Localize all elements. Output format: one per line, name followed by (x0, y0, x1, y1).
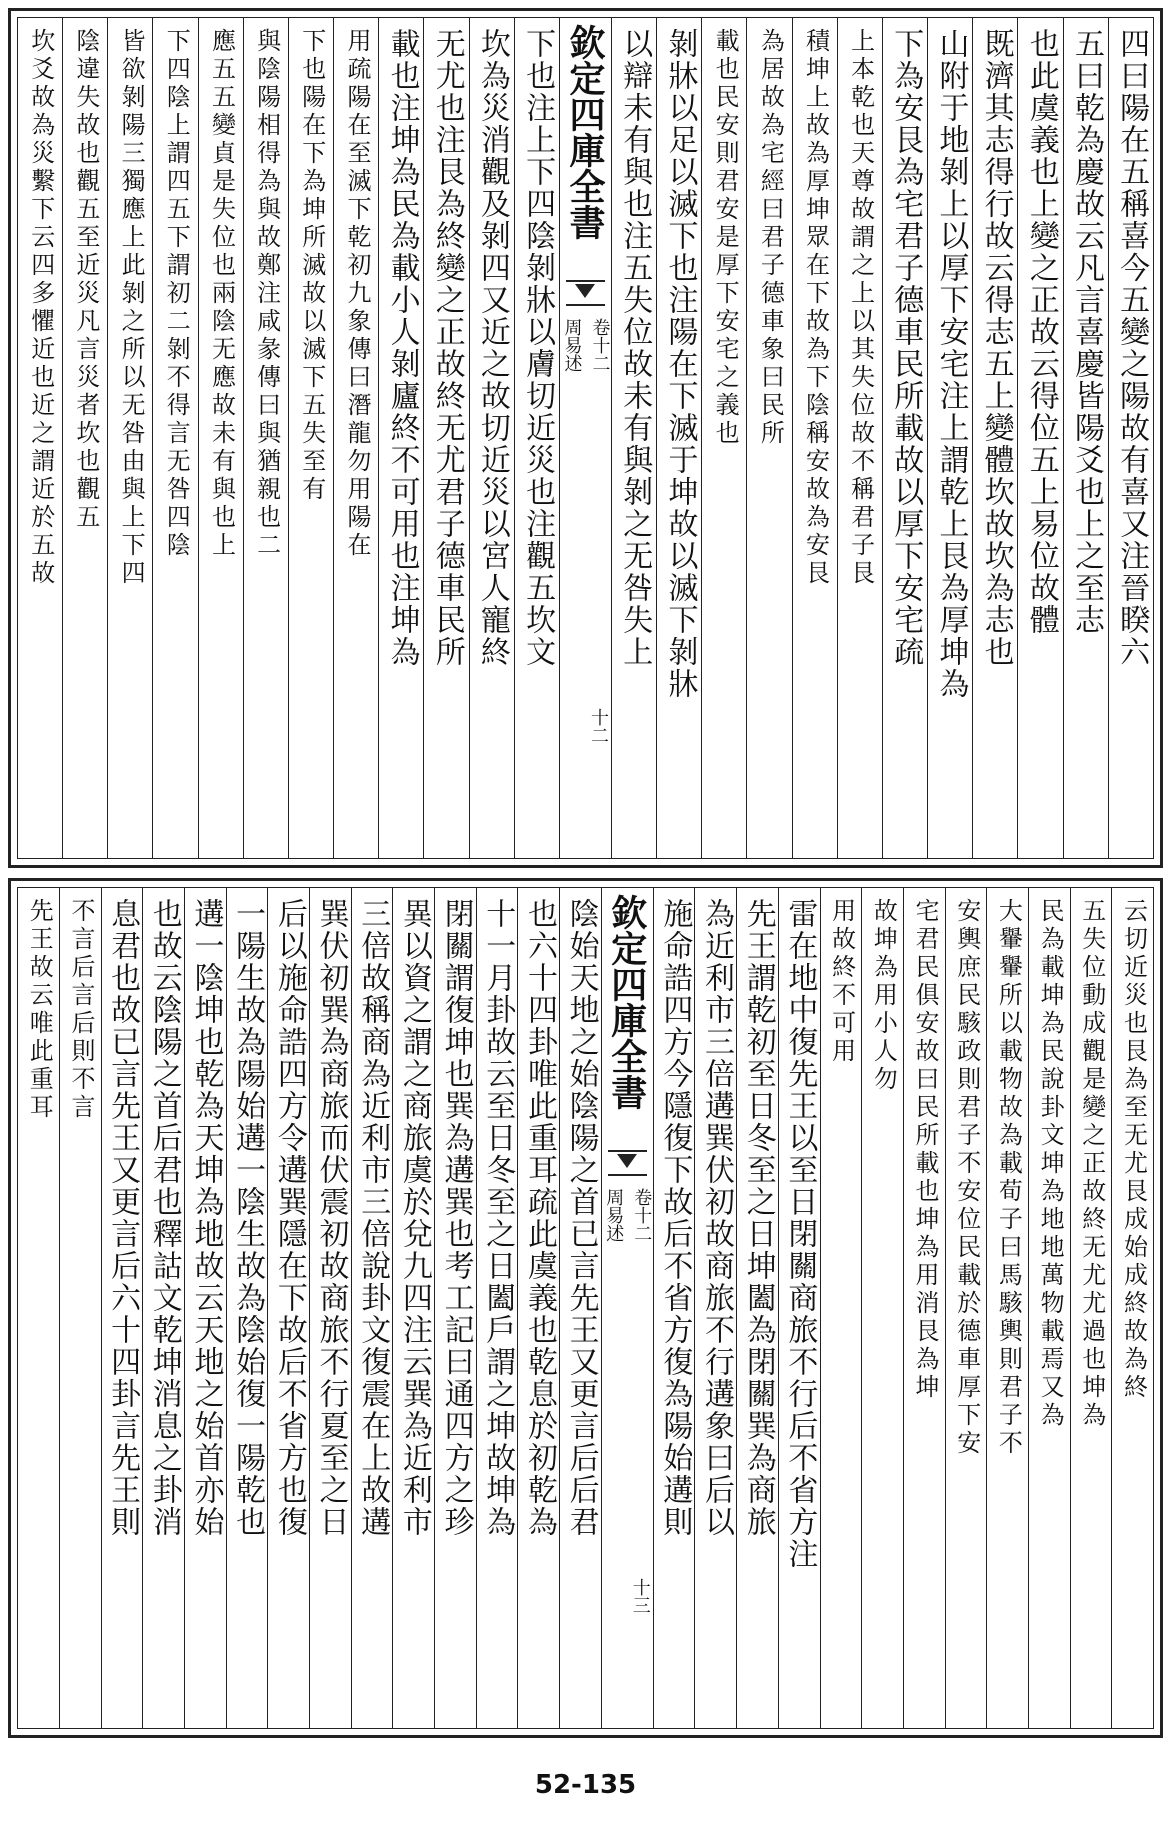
text-column: 故坤為用小人勿 (861, 888, 903, 1728)
text-column: 用故終不可用 (820, 888, 862, 1728)
text-column: 載也注坤為民為載小人剝廬終不可用也注坤為 (378, 18, 423, 858)
bottom-columns (18, 888, 1153, 1728)
text-column: 陰始天地之始陰陽之首已言先王又更言后后君 (559, 888, 601, 1728)
text-column: 載也民安則君安是厚下安宅之義也 (701, 18, 746, 858)
text-column: 也故云陰陽之首后君也釋詁文乾坤消息之卦消 (142, 888, 184, 1728)
text-column: 下也陽在下為坤所滅故以滅下五失至有 (288, 18, 333, 858)
text-column: 一陽生故為陽始遘一陰生故為陰始復一陽乾也 (226, 888, 268, 1728)
text-column: 為近利市三倍遘巽伏初故商旅不行遘象曰后以 (694, 888, 736, 1728)
text-column: 巽伏初巽為商旅而伏震初故商旅不行夏至之日 (309, 888, 351, 1728)
text-column: 民為載坤為民說卦文坤為地地萬物載焉又為 (1028, 888, 1070, 1728)
text-column: 下四陰上謂四五下謂初二剝不得言无咎四陰 (152, 18, 197, 858)
text-column: 安輿庶民駭政則君子不安位民載於德車厚下安 (945, 888, 987, 1728)
text-column: 以辯未有與也注五失位故未有與剝之无咎失上 (611, 18, 656, 858)
gutter-title: 欽定四庫全書 (605, 894, 648, 1110)
text-column: 四曰陽在五稱喜今五變之陽故有喜又注晉睽六 (1108, 18, 1153, 858)
text-column: 五失位動成觀是變之正故終无尤尤過也坤為 (1070, 888, 1112, 1728)
gutter-book-info (560, 318, 611, 372)
gutter-title: 欽定四庫全書 (563, 24, 606, 240)
page-number-footer: 52-135 (534, 1770, 637, 1800)
text-column: 云切近災也艮為至无尤艮成始成終故為終 (1111, 888, 1153, 1728)
text-column: 大轝轝所以載物故為載荀子曰馬駭輿則君子不 (986, 888, 1028, 1728)
gutter-book: 周易述 (603, 1188, 625, 1242)
text-column: 為居故為宅經曰君子德車象曰民所 (746, 18, 791, 858)
text-column: 剝牀以足以滅下也注陽在下滅于坤故以滅下剝牀 (656, 18, 701, 858)
gutter-page-number: 十二 (587, 708, 609, 744)
text-column: 五曰乾為慶故云凡言喜慶皆陽爻也上之至志 (1063, 18, 1108, 858)
top-page (8, 8, 1163, 868)
bottom-page (8, 878, 1163, 1738)
text-column: 遘一陰坤也乾為天坤為地故云天地之始首亦始 (184, 888, 226, 1728)
fish-tail-mark (608, 1150, 647, 1176)
gutter-book: 周易述 (561, 318, 583, 372)
text-column: 上本乾也天尊故謂之上以其失位故不稱君子艮 (837, 18, 882, 858)
text-column: 十一月卦故云至日冬至之日闔戶謂之坤故坤為 (476, 888, 518, 1728)
top-columns (18, 18, 1153, 858)
text-column: 不言后言后則不言 (59, 888, 101, 1728)
text-column: 先王謂乾初至日冬至之日坤闔為閉關巽為商旅 (736, 888, 778, 1728)
center-gutter (559, 18, 611, 858)
text-column: 下也注上下四陰剝牀以膚切近災也注觀五坎文 (514, 18, 559, 858)
text-column: 用疏陽在至滅下乾初九象傳曰潛龍勿用陽在 (333, 18, 378, 858)
text-column: 坎爻故為災繫下云四多懼近也近之謂近於五故 (26, 28, 55, 588)
text-column: 宅君民俱安故曰民所載也坤為用消艮為坤 (903, 888, 945, 1728)
gutter-volume: 卷十二 (631, 1188, 653, 1242)
gutter-page-number: 十三 (629, 1578, 651, 1614)
text-column: 息君也故已言先王又更言后六十四卦言先王則 (101, 888, 143, 1728)
text-column: 后以施命誥四方令遘巽隱在下故后不省方也復 (267, 888, 309, 1728)
text-column: 也六十四卦唯此重耳疏此虞義也乾息於初乾為 (517, 888, 559, 1728)
text-column: 與陰陽相得為與故鄭注咸彖傳曰與猶親也二 (243, 18, 288, 858)
text-column: 先王故云唯此重耳 (25, 898, 54, 1122)
text-column: 積坤上故為厚坤眾在下故為下陰稱安故為安艮 (792, 18, 837, 858)
text-column: 坎為災消觀及剝四又近之故切近災以宮人寵終 (469, 18, 514, 858)
text-column: 三倍故稱商為近利市三倍說卦文復震在上故遘 (351, 888, 393, 1728)
text-column: 異以資之謂之商旅虞於兌九四注云巽為近利市 (392, 888, 434, 1728)
text-column: 雷在地中復先王以至日閉關商旅不行后不省方注 (778, 888, 820, 1728)
text-column: 也此虞義也上變之正故云得位五上易位故體 (1017, 18, 1062, 858)
text-column: 陰違失故也觀五至近災凡言災者坎也觀五 (62, 18, 107, 858)
fish-tail-mark (566, 280, 605, 306)
text-column: 下為安艮為宅君子德車民所載故以厚下安宅疏 (882, 18, 927, 858)
gutter-volume: 卷十二 (589, 318, 611, 372)
top-page-frame (17, 17, 1154, 859)
text-column: 閉關謂復坤也巽為遘巽也考工記曰通四方之珍 (434, 888, 476, 1728)
text-column: 山附于地剝上以厚下安宅注上謂乾上艮為厚坤為 (927, 18, 972, 858)
gutter-book-info (602, 1188, 653, 1242)
bottom-page-frame (17, 887, 1154, 1729)
text-column: 既濟其志得行故云得志五上變體坎故坎為志也 (972, 18, 1017, 858)
text-column: 无尤也注艮為終變之正故終无尤君子德車民所 (423, 18, 468, 858)
text-column: 應五五變貞是失位也兩陰无應故未有與也上 (198, 18, 243, 858)
text-column: 皆欲剝陽三獨應上此剝之所以无咎由與上下四 (107, 18, 152, 858)
center-gutter (601, 888, 653, 1728)
text-column: 施命誥四方今隱復下故后不省方復為陽始遘則 (653, 888, 695, 1728)
